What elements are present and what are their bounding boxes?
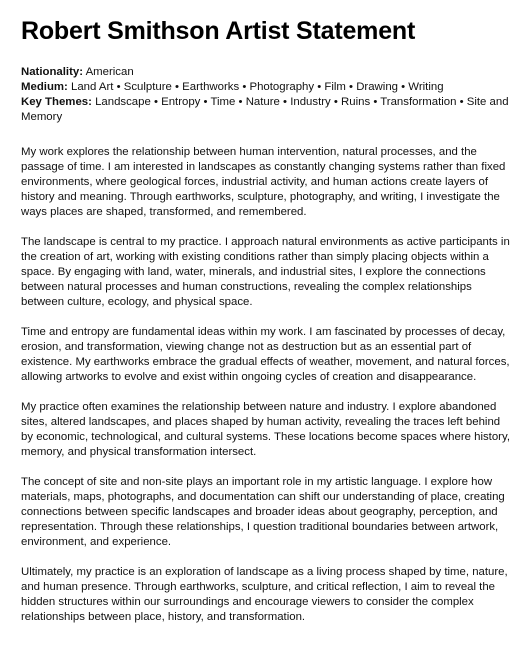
meta-value: Land Art • Sculpture • Earthworks • Photography • Film • Drawing • Writing [67, 81, 444, 93]
page-title: Robert Smithson Artist Statement [21, 17, 416, 45]
meta-label: Medium: [21, 81, 68, 93]
paragraph: The concept of site and non-site plays an important role in my artistic language. I explore how materials, maps, photographs, and documentation can shift our understanding of place, creating connections between specific landscapes and broader ideas about geography, perception, and representation. Through these relationships, I question traditional boundaries between artwork, environment, and experience. [21, 476, 505, 548]
artist-meta [21, 65, 513, 125]
paragraph: Time and entropy are fundamental ideas within my work. I am fascinated by processes of decay, erosion, and transformation, viewing change not as destruction but as an essential part of existence. My earthworks embrace the gradual effects of weather, movement, and natural forces, allowing artworks to evolve and exist within ongoing cycles of creation and disappearance. [21, 326, 510, 383]
paragraph: Ultimately, my practice is an exploration of landscape as a living process shaped by time, nature, and human presence. Through earthworks, sculpture, and critical reflection, I aim to reveal the hidden structures within our surroundings and encourage viewers to consider the complex relationships between place, history, and transformation. [21, 566, 508, 623]
meta-label: Nationality: [21, 66, 84, 78]
meta-value: Landscape • Entropy • Time • Nature • Industry • Ruins • Transformation • Site and Memory [21, 96, 509, 123]
paragraph: The landscape is central to my practice. I approach natural environments as active participants in the creation of art, working with existing conditions rather than simply placing objects within a space. By engaging with land, water, minerals, and industrial sites, I explore the connections between natural processes and human constructions, revealing the complex relationships between culture, ecology, and physical space. [21, 236, 510, 308]
meta-value: American [83, 66, 134, 78]
meta-label: Key Themes: [21, 96, 92, 108]
meta-medium [21, 80, 513, 95]
paragraph: My work explores the relationship between human intervention, natural processes, and the passage of time. I am interested in landscapes as constantly changing systems rather than fixed environments, where geological forces, industrial activity, and human actions create layers of history and meaning. Through earthworks, sculpture, photography, and writing, I investigate the ways places are shaped, transformed, and remembered. [21, 146, 506, 218]
statement-body [21, 145, 513, 625]
meta-nationality [21, 65, 513, 80]
meta-key-themes [21, 95, 513, 125]
paragraph: My practice often examines the relationship between nature and industry. I explore abandoned sites, altered landscapes, and places shaped by human activity, revealing the traces left behind by economic, technological, and cultural systems. These locations become spaces where history, memory, and physical transformation intersect. [21, 401, 510, 458]
